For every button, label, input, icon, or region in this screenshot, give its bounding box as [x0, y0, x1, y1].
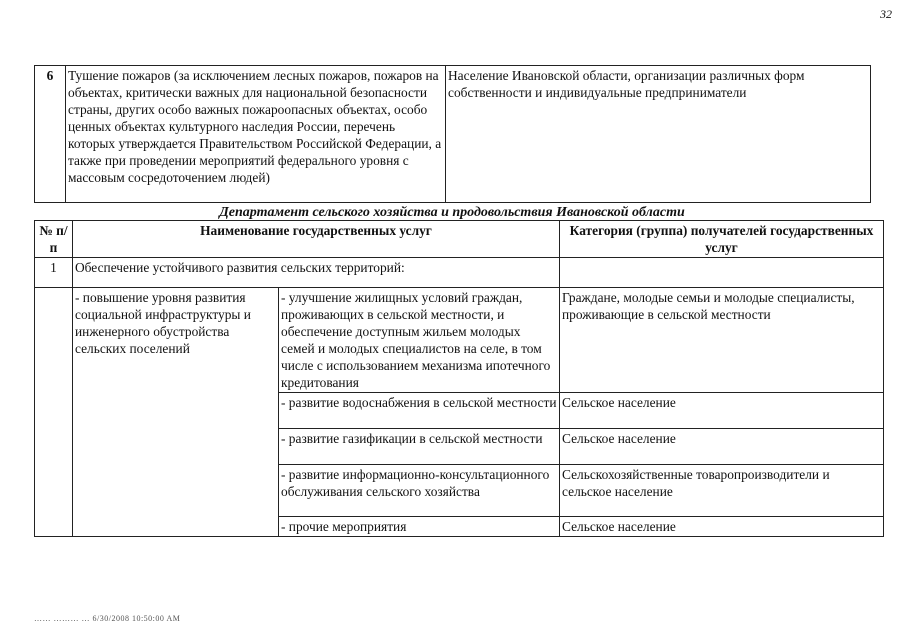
department-title: Департамент сельского хозяйства и продовольствия Ивановской области	[219, 205, 685, 220]
service-name: Тушение пожаров (за исключением лесных пожаров, пожаров на объектах, критически важных для национальной безопасности страны, других особо важных пожароопасных объектах, особо ценных объектах культурного наследия России, перечень которых утверждается Правительством Российской Федерации, а также при проведении мероприятий федерального уровня с массовым сосредоточением людей)	[66, 66, 446, 203]
activity-name: - улучшение жилищных условий граждан, проживающих в сельской местности, и обеспечение доступным жильем молодых семей и молодых специалистов на селе, в том числе с использованием механизма ипотечного кредитования	[279, 288, 560, 393]
recipient-category: Сельскохозяйственные товаропроизводители и сельское население	[560, 465, 884, 517]
activity-name: - развитие информационно-консультационного обслуживания сельского хозяйства	[279, 465, 560, 517]
row-number: 6	[35, 66, 66, 203]
recipient-category: Сельское население	[560, 517, 884, 537]
recipient-category: Сельское население	[560, 393, 884, 429]
recipient-category: Граждане, молодые семьи и молодые специалисты, проживающие в сельской местности	[560, 288, 884, 393]
activity-name: - развитие газификации в сельской местности	[279, 429, 560, 465]
table-row	[35, 288, 884, 393]
page-number: 32	[880, 7, 892, 21]
table-row	[35, 66, 871, 203]
recipient-category: Население Ивановской области, организации различных форм собственности и индивидуальные предприниматели	[446, 66, 871, 203]
agriculture-services-table	[34, 220, 884, 537]
row-number	[35, 288, 73, 537]
activity-name: - развитие водоснабжения в сельской местности	[279, 393, 560, 429]
print-footer: …… ……… … 6/30/2008 10:50:00 AM	[34, 614, 181, 623]
header-service: Наименование государственных услуг	[73, 221, 560, 258]
subgroup-name: - повышение уровня развития социальной инфраструктуры и инженерного обустройства сельских поселений	[73, 288, 279, 537]
service-name: Обеспечение устойчивого развития сельских территорий:	[73, 258, 560, 288]
activity-name: - прочие мероприятия	[279, 517, 560, 537]
header-row	[35, 221, 884, 258]
row-number: 1	[35, 258, 73, 288]
recipient-category	[560, 258, 884, 288]
table-row	[35, 258, 884, 288]
header-number: № п/п	[35, 221, 73, 258]
recipient-category: Сельское население	[560, 429, 884, 465]
header-category: Категория (группа) получателей государственных услуг	[560, 221, 884, 258]
fire-service-table	[34, 65, 871, 203]
